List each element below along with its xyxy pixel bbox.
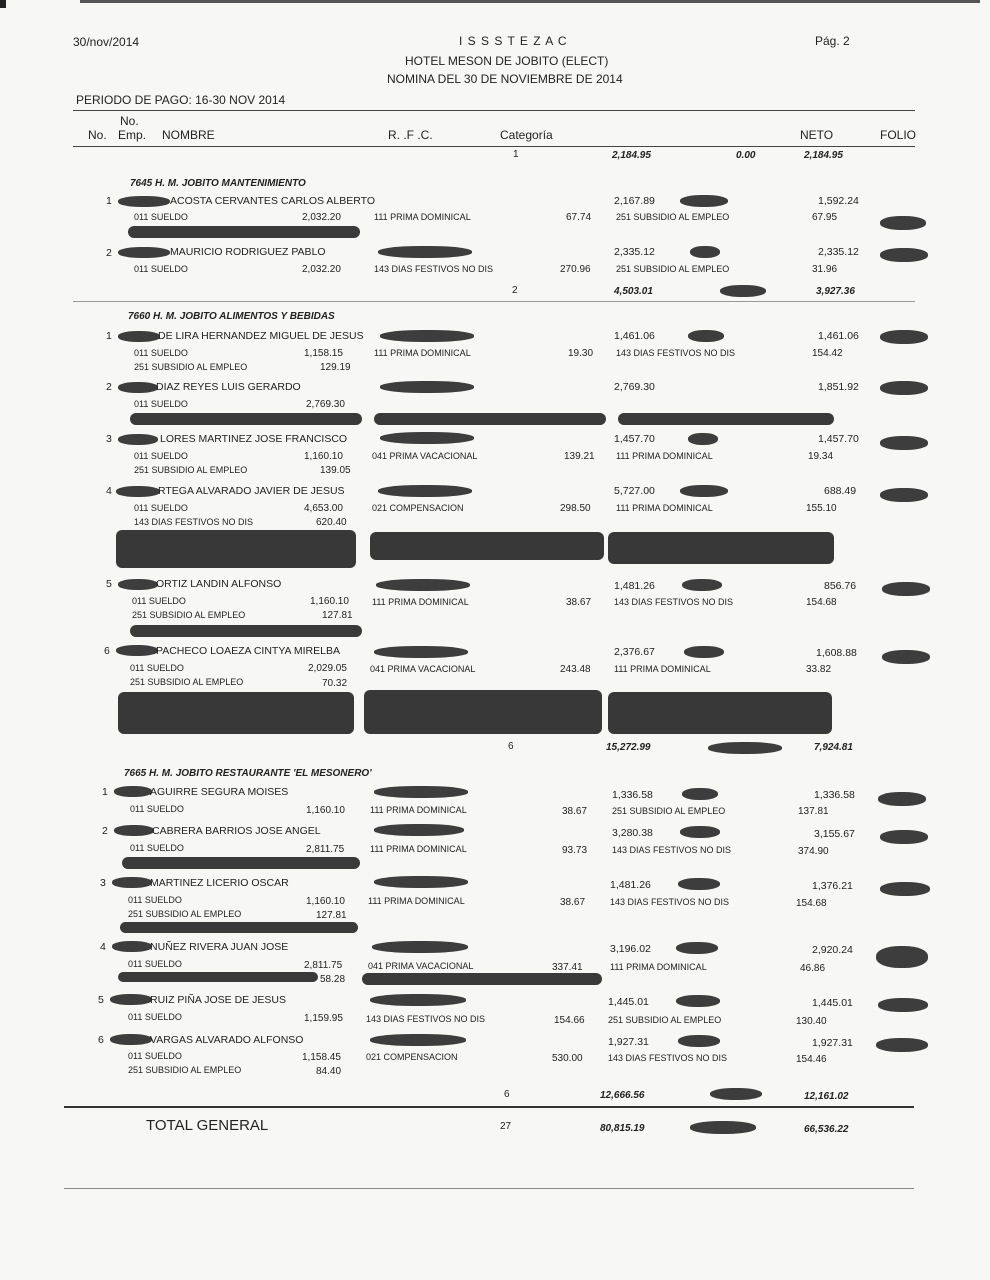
concept-label: 111 PRIMA DOMINICAL	[374, 348, 471, 358]
concept-value: 58.28	[320, 974, 346, 985]
redaction-rfc	[376, 579, 470, 591]
concept-label: 041 PRIMA VACACIONAL	[372, 451, 478, 461]
emp-no: 4	[106, 485, 112, 497]
redaction-emp-no	[118, 579, 158, 590]
concept-label: 011 SUELDO	[130, 804, 184, 814]
header-rule-bottom	[73, 146, 915, 147]
concept-label: 011 SUELDO	[130, 663, 184, 673]
emp-gross: 1,481.26	[614, 580, 655, 592]
concept-value: 270.96	[560, 264, 591, 275]
concept-label: 251 SUBSIDIO AL EMPLEO	[612, 806, 726, 816]
concept-label: 251 SUBSIDIO AL EMPLEO	[616, 264, 730, 274]
redaction	[678, 878, 720, 890]
redaction-rfc	[374, 786, 468, 798]
emp-gross: 1,336.58	[612, 789, 653, 801]
redaction-rfc	[372, 941, 468, 953]
emp-neto: 1,927.31	[812, 1037, 853, 1049]
dept-title: 7660 H. M. JOBITO ALIMENTOS Y BEBIDAS	[128, 311, 335, 322]
concept-label: 143 DIAS FESTIVOS NO DIS	[614, 597, 734, 607]
concept-value: 129.19	[320, 362, 351, 373]
dept-count: 6	[504, 1089, 510, 1100]
concept-label: 011 SUELDO	[134, 503, 188, 513]
redaction-emp-no	[114, 786, 152, 797]
concept-value: 84.40	[316, 1066, 342, 1077]
redaction-folio	[878, 998, 928, 1012]
redaction-folio	[882, 582, 930, 596]
summary-neto: 2,184.95	[804, 150, 843, 161]
emp-no: 1	[106, 195, 112, 207]
redaction	[680, 826, 720, 838]
total-amount: 80,815.19	[600, 1123, 645, 1134]
redaction-rfc	[374, 824, 464, 836]
concept-label: 251 SUBSIDIO AL EMPLEO	[608, 1015, 722, 1025]
redaction-block	[364, 690, 602, 734]
concept-value: 1,158.45	[302, 1052, 341, 1063]
concept-label: 021 COMPENSACION	[372, 503, 464, 513]
emp-no: 4	[100, 941, 106, 953]
page-number: Pág. 2	[815, 34, 850, 48]
payroll-date: NOMINA DEL 30 DE NOVIEMBRE DE 2014	[387, 72, 623, 86]
redaction-emp-no	[116, 486, 160, 497]
emp-neto: 688.49	[824, 485, 857, 497]
concept-label: 143 DIAS FESTIVOS NO DIS	[134, 517, 254, 527]
total-label: TOTAL GENERAL	[146, 1117, 269, 1134]
redaction	[680, 195, 728, 207]
emp-gross: 1,457.70	[614, 433, 655, 445]
concept-value: 154.68	[796, 898, 827, 909]
total-count: 27	[500, 1121, 512, 1132]
emp-neto: 2,920.24	[812, 944, 853, 956]
emp-gross: 2,167.89	[614, 195, 655, 207]
concept-value: 2,032.20	[302, 264, 341, 275]
emp-name: DIAZ REYES LUIS GERARDO	[156, 381, 301, 393]
concept-value: 19.30	[568, 348, 594, 359]
concept-value: 19.34	[808, 451, 834, 462]
emp-gross: 3,280.38	[612, 827, 653, 839]
redaction-rfc	[378, 246, 472, 258]
emp-gross: 2,376.67	[614, 646, 655, 658]
concept-value: 70.32	[322, 678, 348, 689]
concept-label: 251 SUBSIDIO AL EMPLEO	[132, 610, 246, 620]
emp-name: NUÑEZ RIVERA JUAN JOSE	[150, 941, 289, 953]
redaction-bar	[374, 413, 606, 425]
concept-value: 374.90	[798, 846, 829, 857]
summary-total: 2,184.95	[612, 150, 651, 161]
concept-label: 111 PRIMA DOMINICAL	[368, 896, 465, 906]
concept-label: 251 SUBSIDIO AL EMPLEO	[128, 1065, 242, 1075]
redaction	[688, 433, 718, 445]
redaction-emp-no	[118, 331, 160, 342]
redaction-emp-no	[116, 645, 158, 656]
concept-label: 111 PRIMA DOMINICAL	[374, 212, 471, 222]
concept-label: 011 SUELDO	[128, 959, 182, 969]
concept-value: 127.81	[322, 610, 353, 621]
redaction-bar	[128, 226, 360, 238]
concept-label: 011 SUELDO	[128, 895, 182, 905]
redaction-block	[370, 532, 604, 560]
concept-value: 33.82	[806, 664, 832, 675]
redaction-bar	[130, 413, 362, 425]
redaction-emp-no	[118, 196, 170, 207]
concept-value: 154.68	[806, 597, 837, 608]
emp-gross: 1,481.26	[610, 879, 651, 891]
concept-value: 38.67	[560, 897, 586, 908]
concept-value: 298.50	[560, 503, 591, 514]
concept-value: 139.05	[320, 465, 351, 476]
section-rule	[73, 301, 915, 302]
emp-no: 6	[98, 1034, 104, 1046]
pay-period: PERIODO DE PAGO: 16-30 NOV 2014	[76, 93, 286, 107]
redaction	[676, 995, 720, 1007]
concept-label: 111 PRIMA DOMINICAL	[370, 805, 467, 815]
concept-label: 021 COMPENSACION	[366, 1052, 458, 1062]
concept-label: 111 PRIMA DOMINICAL	[616, 451, 713, 461]
concept-value: 1,160.10	[304, 451, 343, 462]
concept-value: 93.73	[562, 845, 588, 856]
report-date: 30/nov/2014	[73, 35, 140, 49]
redaction-folio	[880, 381, 928, 395]
redaction-folio	[880, 216, 926, 230]
emp-no: 3	[100, 877, 106, 889]
dept-title: 7665 H. M. JOBITO RESTAURANTE 'EL MESONERO'	[124, 768, 372, 779]
scan-edge	[80, 0, 980, 3]
redaction-rfc	[380, 381, 474, 393]
redaction	[684, 646, 724, 658]
redaction-folio	[880, 330, 928, 344]
concept-value: 2,029.05	[308, 663, 347, 674]
emp-no: 2	[102, 825, 108, 837]
concept-label: 011 SUELDO	[134, 212, 188, 222]
emp-neto: 1,445.01	[812, 997, 853, 1009]
redaction-folio	[876, 946, 928, 968]
emp-neto: 3,155.67	[814, 828, 855, 840]
concept-label: 251 SUBSIDIO AL EMPLEO	[134, 362, 248, 372]
redaction-emp-no	[110, 1034, 152, 1045]
footer-rule	[64, 1188, 914, 1189]
redaction-bar	[118, 972, 318, 982]
concept-label: 111 PRIMA DOMINICAL	[616, 503, 713, 513]
redaction-emp-no	[118, 434, 158, 445]
redaction-emp-no	[112, 941, 152, 952]
concept-label: 011 SUELDO	[130, 843, 184, 853]
concept-label: 011 SUELDO	[132, 596, 186, 606]
emp-name: VARGAS ALVARADO ALFONSO	[150, 1034, 304, 1046]
concept-value: 31.96	[812, 264, 838, 275]
emp-name: ACOSTA CERVANTES CARLOS ALBERTO	[170, 195, 376, 207]
concept-value: 1,160.10	[310, 596, 349, 607]
redaction-emp-no	[118, 247, 170, 258]
concept-label: 143 DIAS FESTIVOS NO DIS	[608, 1053, 728, 1063]
emp-no: 5	[98, 994, 104, 1006]
emp-neto: 1,592.24	[818, 195, 859, 207]
total-rule	[64, 1106, 914, 1108]
redaction-block	[118, 692, 354, 734]
concept-value: 38.67	[562, 806, 588, 817]
redaction-emp-no	[110, 994, 152, 1005]
concept-value: 154.42	[812, 348, 843, 359]
concept-value: 2,811.75	[306, 844, 345, 855]
concept-label: 143 DIAS FESTIVOS NO DIS	[616, 348, 736, 358]
emp-neto: 1,851.92	[818, 381, 859, 393]
concept-value: 127.81	[316, 910, 347, 921]
redaction-folio	[878, 792, 926, 806]
dept-title: 7645 H. M. JOBITO MANTENIMIENTO	[130, 178, 306, 189]
redaction	[710, 1088, 762, 1100]
dept-count: 2	[512, 285, 518, 296]
redaction-block	[608, 692, 832, 734]
emp-no: 1	[102, 786, 108, 798]
col-rfc: R. .F .C.	[388, 128, 433, 142]
emp-name: MAURICIO RODRIGUEZ PABLO	[170, 246, 326, 258]
concept-value: 67.74	[566, 212, 592, 223]
concept-label: 111 PRIMA DOMINICAL	[610, 962, 707, 972]
emp-gross: 5,727.00	[614, 485, 655, 497]
summary-zero: 0.00	[736, 150, 756, 161]
redaction-bar	[362, 973, 602, 985]
dept-neto: 12,161.02	[804, 1091, 849, 1102]
emp-no: 2	[106, 247, 112, 259]
concept-label: 111 PRIMA DOMINICAL	[370, 844, 467, 854]
emp-gross: 2,335.12	[614, 246, 655, 258]
concept-value: 1,158.15	[304, 348, 343, 359]
redaction	[720, 285, 766, 297]
concept-value: 243.48	[560, 664, 591, 675]
emp-gross: 3,196.02	[610, 943, 651, 955]
concept-label: 011 SUELDO	[128, 1051, 182, 1061]
concept-label: 011 SUELDO	[134, 264, 188, 274]
dept-total: 15,272.99	[606, 742, 651, 753]
concept-value: 154.46	[796, 1054, 827, 1065]
redaction	[676, 942, 718, 954]
redaction-rfc	[380, 432, 474, 444]
emp-no: 2	[106, 381, 112, 393]
concept-value: 139.21	[564, 451, 595, 462]
col-emp: Emp.	[118, 128, 147, 142]
dept-neto: 3,927.36	[816, 286, 855, 297]
col-folio: FOLIO	[880, 128, 917, 142]
redaction	[678, 1035, 720, 1047]
concept-label: 041 PRIMA VACACIONAL	[370, 664, 476, 674]
total-neto: 66,536.22	[804, 1124, 849, 1135]
redaction	[690, 1121, 756, 1134]
emp-neto: 1,461.06	[818, 330, 859, 342]
concept-label: 011 SUELDO	[134, 451, 188, 461]
redaction-bar	[130, 625, 362, 637]
emp-name: MARTINEZ LICERIO OSCAR	[150, 877, 289, 889]
dept-count: 6	[508, 741, 514, 752]
emp-neto: 856.76	[824, 580, 857, 592]
concept-label: 011 SUELDO	[134, 348, 188, 358]
redaction-block	[116, 530, 356, 568]
concept-value: 1,159.95	[304, 1013, 343, 1024]
concept-label: 111 PRIMA DOMINICAL	[372, 597, 469, 607]
redaction-folio	[876, 1038, 928, 1052]
concept-label: 251 SUBSIDIO AL EMPLEO	[128, 909, 242, 919]
concept-value: 337.41	[552, 962, 583, 973]
scan-mark	[0, 0, 6, 8]
redaction-rfc	[374, 876, 468, 888]
redaction-folio	[880, 882, 930, 896]
concept-value: 46.86	[800, 963, 826, 974]
dept-neto: 7,924.81	[814, 742, 853, 753]
emp-gross: 1,445.01	[608, 996, 649, 1008]
concept-label: 041 PRIMA VACACIONAL	[368, 961, 474, 971]
concept-value: 137.81	[798, 806, 829, 817]
concept-value: 2,032.20	[302, 212, 341, 223]
redaction-bar	[120, 922, 358, 933]
emp-neto: 1,336.58	[814, 789, 855, 801]
redaction	[708, 742, 782, 754]
emp-no: 1	[106, 330, 112, 342]
emp-name: DE LIRA HERNANDEZ MIGUEL DE JESUS	[158, 330, 364, 342]
hotel-name: HOTEL MESON DE JOBITO (ELECT)	[405, 54, 609, 68]
header-rule-top	[73, 110, 915, 111]
emp-name: RTEGA ALVARADO JAVIER DE JESUS	[158, 485, 345, 497]
concept-label: 251 SUBSIDIO AL EMPLEO	[616, 212, 730, 222]
concept-label: 011 SUELDO	[134, 399, 188, 409]
redaction-bar	[122, 857, 360, 869]
redaction-folio	[880, 248, 928, 262]
concept-value: 2,811.75	[304, 960, 343, 971]
col-no: No.	[88, 128, 107, 142]
emp-name: ORTIZ LANDIN ALFONSO	[156, 578, 282, 590]
emp-neto: 2,335.12	[818, 246, 859, 258]
concept-value: 67.95	[812, 212, 838, 223]
redaction-rfc	[370, 994, 466, 1006]
emp-gross: 1,461.06	[614, 330, 655, 342]
concept-label: 011 SUELDO	[128, 1012, 182, 1022]
concept-label: 143 DIAS FESTIVOS NO DIS	[610, 897, 730, 907]
concept-value: 155.10	[806, 503, 837, 514]
concept-value: 4,653.00	[304, 503, 343, 514]
col-categoria: Categoría	[500, 128, 553, 142]
emp-name: AGUIRRE SEGURA MOISES	[150, 786, 289, 798]
redaction-folio	[880, 436, 928, 450]
redaction-folio	[880, 830, 928, 844]
concept-label: 251 SUBSIDIO AL EMPLEO	[134, 465, 248, 475]
emp-name: RUIZ PIÑA JOSE DE JESUS	[150, 994, 286, 1006]
emp-name: LORES MARTINEZ JOSE FRANCISCO	[160, 433, 348, 445]
col-nombre: NOMBRE	[162, 128, 215, 142]
emp-neto: 1,608.88	[816, 647, 857, 659]
concept-label: 143 DIAS FESTIVOS NO DIS	[366, 1014, 486, 1024]
redaction-rfc	[378, 485, 472, 497]
redaction-block	[608, 532, 834, 564]
col-neto: NETO	[800, 128, 834, 142]
concept-value: 1,160.10	[306, 896, 345, 907]
concept-value: 620.40	[316, 517, 347, 528]
redaction-rfc	[380, 330, 474, 342]
emp-gross: 2,769.30	[614, 381, 655, 393]
redaction	[688, 330, 724, 342]
redaction-emp-no	[118, 382, 158, 393]
redaction	[690, 246, 720, 258]
redaction-emp-no	[114, 825, 154, 836]
redaction-bar	[618, 413, 834, 425]
emp-no: 5	[106, 578, 112, 590]
dept-total: 12,666.56	[600, 1090, 645, 1101]
concept-label: 251 SUBSIDIO AL EMPLEO	[130, 677, 244, 687]
concept-label: 143 DIAS FESTIVOS NO DIS	[612, 845, 732, 855]
col-emp-no: No.	[120, 114, 139, 128]
emp-gross: 1,927.31	[608, 1036, 649, 1048]
redaction-emp-no	[112, 877, 152, 888]
emp-name: PACHECO LOAEZA CINTYA MIRELBA	[156, 645, 340, 657]
redaction-folio	[882, 650, 930, 664]
concept-value: 1,160.10	[306, 805, 345, 816]
redaction	[682, 579, 722, 591]
redaction-rfc	[370, 1034, 466, 1046]
org-name: I S S S T E Z A C	[459, 34, 568, 48]
concept-value: 38.67	[566, 597, 592, 608]
concept-label: 111 PRIMA DOMINICAL	[614, 664, 711, 674]
dept-total: 4,503.01	[614, 286, 653, 297]
summary-count: 1	[513, 149, 519, 160]
concept-value: 2,769.30	[306, 399, 345, 410]
emp-neto: 1,457.70	[818, 433, 859, 445]
emp-no: 3	[106, 433, 112, 445]
redaction	[680, 485, 728, 497]
emp-name: CABRERA BARRIOS JOSE ANGEL	[152, 825, 321, 837]
emp-no: 6	[104, 645, 110, 657]
emp-neto: 1,376.21	[812, 880, 853, 892]
concept-value: 154.66	[554, 1015, 585, 1026]
redaction	[682, 788, 718, 800]
redaction-folio	[880, 488, 928, 502]
concept-value: 530.00	[552, 1053, 583, 1064]
redaction-rfc	[374, 646, 468, 658]
concept-label: 143 DIAS FESTIVOS NO DIS	[374, 264, 494, 274]
concept-value: 130.40	[796, 1016, 827, 1027]
